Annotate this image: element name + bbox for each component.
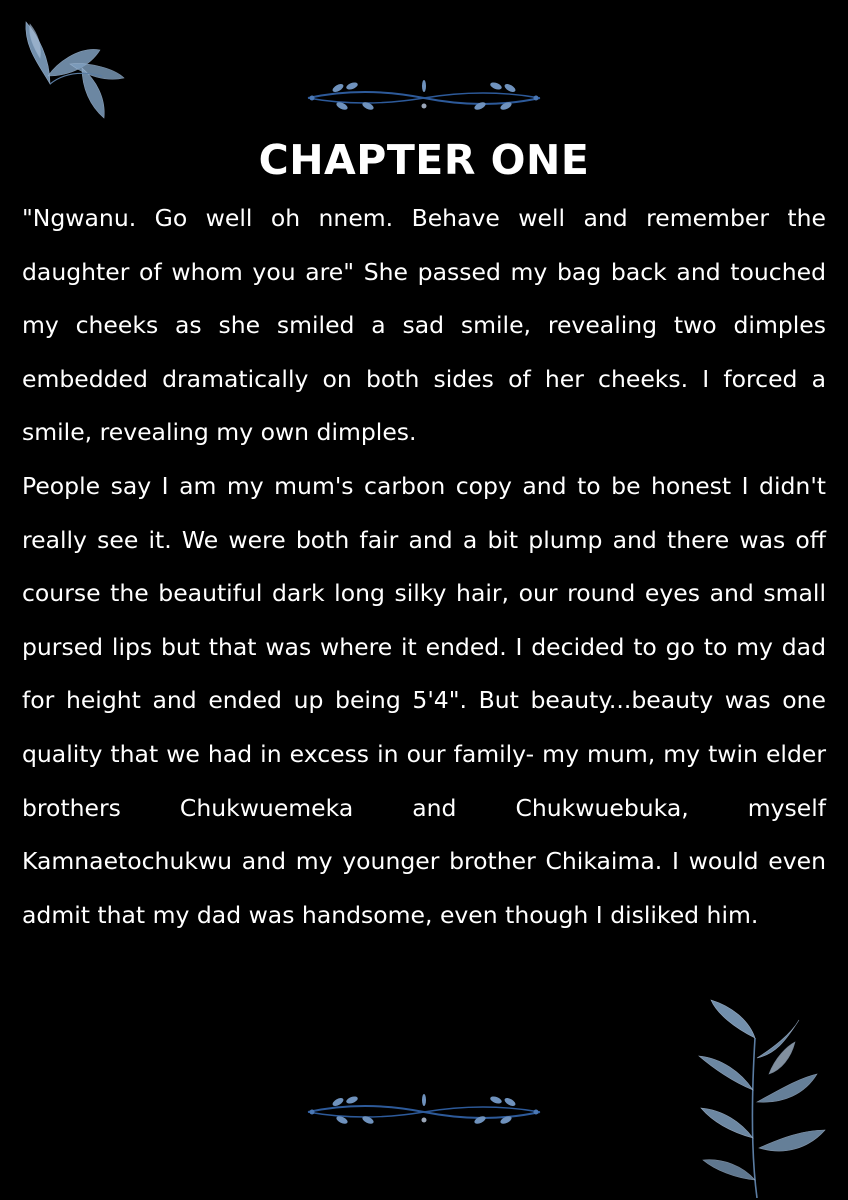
floral-vine-ornament-icon [302, 1090, 546, 1130]
floral-vine-ornament-icon [302, 76, 546, 116]
paragraph: "Ngwanu. Go well oh nnem. Behave well and remember the daughter of whom you are" She passed my bag back and touched my cheeks as she smiled a sad smile, revealing two dimples embedded dramatically on both sides of her cheeks. I forced a smile, revealing my own dimples. [22, 204, 826, 447]
leaf-branch-icon [10, 6, 130, 121]
chapter-title: CHAPTER ONE [258, 136, 590, 184]
leaf-branch-icon [695, 998, 835, 1198]
paragraph: People say I am my mum's carbon copy and to be honest I didn't really see it. We were both fair and a bit plump and there was off course the beautiful dark long silky hair, our round eyes and small pursed lips but that was where it ended. I decided to go to my dad for height and ended up being 5'4". But beauty...beauty was one quality that we had in excess in our family- my mum, my twin elder brothers Chukwuemeka and Chukwuebuka, myself Kamnaetochukwu and my younger brother Chikaima. I would even admit that my dad was handsome, even though I disliked him. [22, 471, 826, 929]
chapter-body [22, 192, 826, 942]
